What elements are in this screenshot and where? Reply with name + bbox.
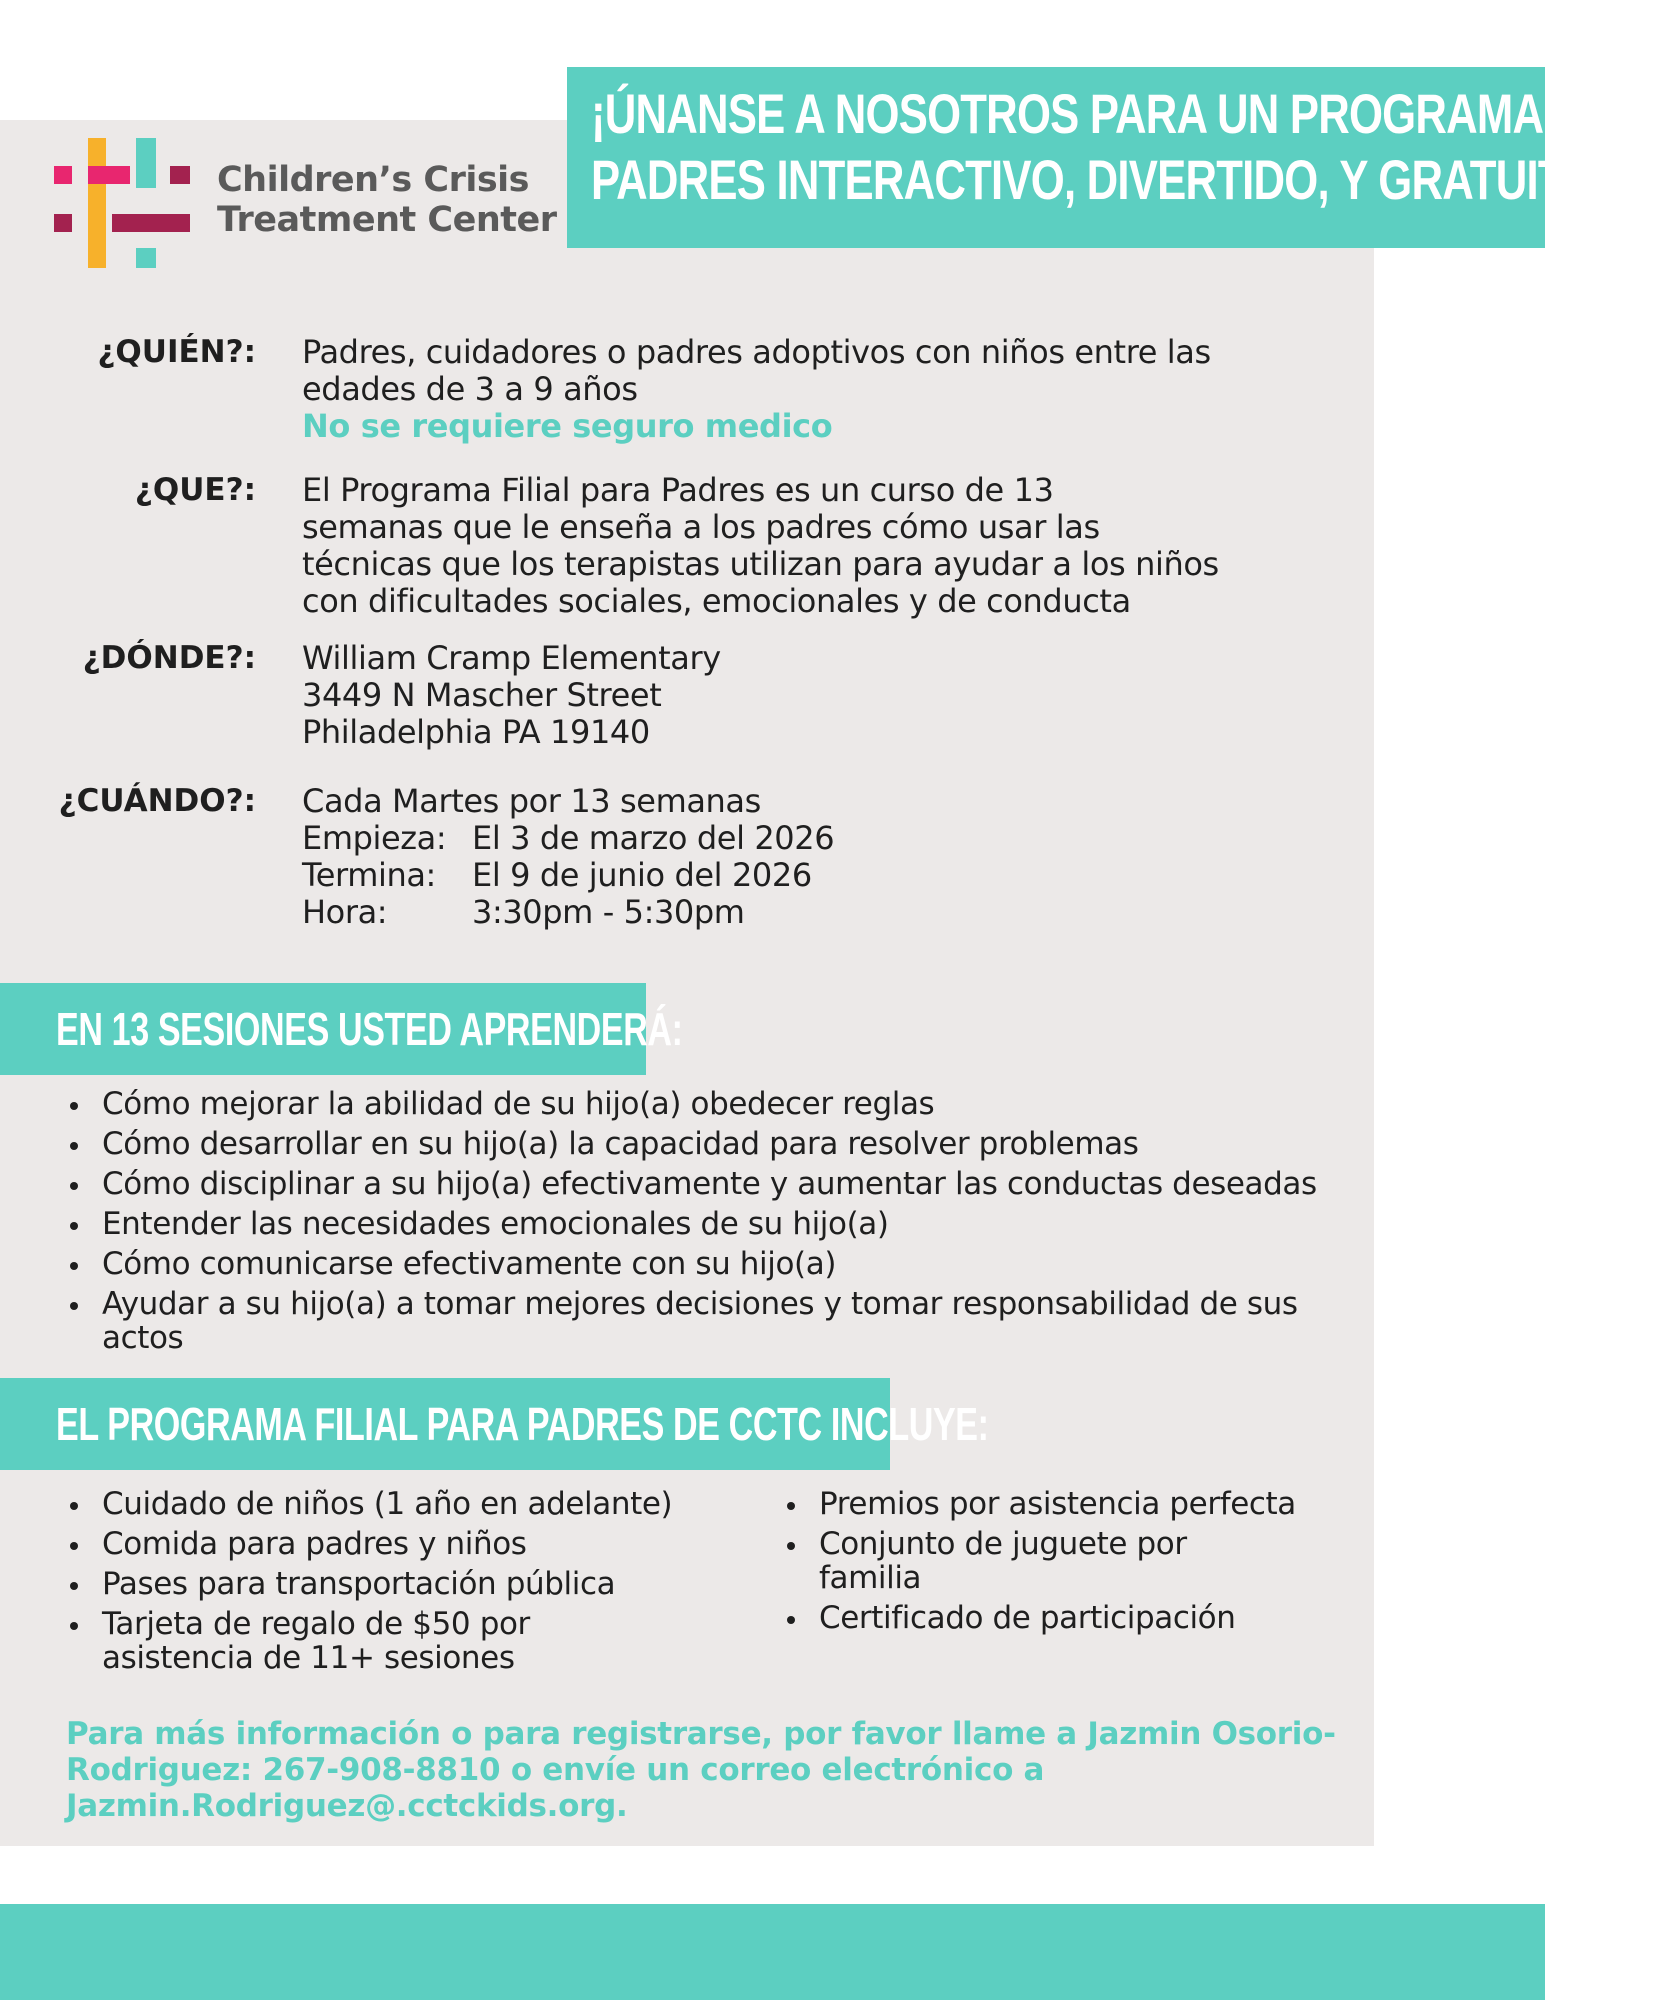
footer-bar bbox=[0, 1904, 1545, 2000]
list-item: Premios por asistencia perfecta bbox=[781, 1487, 1341, 1521]
list-item: Pases para transportación pública bbox=[64, 1567, 704, 1601]
when-time-row bbox=[302, 894, 1322, 931]
list-item: Comida para padres y niños bbox=[64, 1527, 704, 1561]
when-time-key: Hora: bbox=[302, 893, 388, 931]
logo-line-2: Treatment Center bbox=[217, 200, 557, 240]
who-label: ¿QUIÉN?: bbox=[97, 334, 256, 370]
includes-section-title: EL PROGRAMA FILIAL PARA PADRES DE CCTC INCLUYE: bbox=[56, 1398, 989, 1450]
what-line-1: El Programa Filial para Padres es un curso de 13 bbox=[302, 471, 1054, 509]
when-end-value: El 9 de junio del 2026 bbox=[472, 856, 812, 894]
when-end-row bbox=[302, 857, 1322, 894]
headline-banner bbox=[567, 67, 1670, 248]
when-start-value: El 3 de marzo del 2026 bbox=[472, 819, 835, 857]
list-item: Cuidado de niños (1 año en adelante) bbox=[64, 1487, 704, 1521]
list-item: Cómo disciplinar a su hijo(a) efectivamente y aumentar las conductas deseadas bbox=[64, 1167, 1364, 1201]
who-note: No se requiere seguro medico bbox=[302, 407, 833, 445]
when-end-key: Termina: bbox=[302, 856, 436, 894]
where-content bbox=[302, 640, 1322, 751]
where-label: ¿DÓNDE?: bbox=[82, 640, 256, 676]
list-item: Cómo desarrollar en su hijo(a) la capacidad para resolver problemas bbox=[64, 1127, 1364, 1161]
includes-section-title-bar bbox=[0, 1378, 989, 1470]
what-line-4: con dificultades sociales, emocionales y de conducta bbox=[302, 582, 1131, 620]
list-item: Tarjeta de regalo de $50 por asistencia de 11+ sesiones bbox=[64, 1607, 562, 1675]
includes-list-left bbox=[64, 1487, 704, 1681]
includes-list-right bbox=[781, 1487, 1341, 1641]
who-line-2: edades de 3 a 9 años bbox=[302, 370, 638, 408]
where-line-2: 3449 N Mascher Street bbox=[302, 676, 662, 714]
headline-line-2: PADRES INTERACTIVO, DIVERTIDO, Y GRATUITO! bbox=[591, 148, 1610, 211]
who-line-1: Padres, cuidadores o padres adoptivos con niños entre las bbox=[302, 333, 1211, 371]
learn-list bbox=[64, 1087, 1364, 1361]
what-line-3: técnicas que los terapistas utilizan para ayudar a los niños bbox=[302, 545, 1219, 583]
list-item: Certificado de participación bbox=[781, 1601, 1341, 1635]
headline-line-1: ¡ÚNANSE A NOSOTROS PARA UN PROGRAMA PARA bbox=[591, 82, 1670, 145]
list-item: Cómo comunicarse efectivamente con su hijo(a) bbox=[64, 1247, 1364, 1281]
list-item: Entender las necesidades emocionales de su hijo(a) bbox=[64, 1207, 1364, 1241]
when-line-1: Cada Martes por 13 semanas bbox=[302, 782, 761, 820]
learn-section-title-bar bbox=[0, 983, 683, 1075]
logo-wordmark bbox=[217, 160, 557, 240]
when-time-value: 3:30pm - 5:30pm bbox=[472, 893, 745, 931]
when-content bbox=[302, 783, 1322, 931]
when-start-row bbox=[302, 820, 1322, 857]
when-label: ¿CUÁNDO?: bbox=[58, 783, 256, 819]
logo-line-1: Children’s Crisis bbox=[217, 160, 529, 200]
where-line-3: Philadelphia PA 19140 bbox=[302, 713, 650, 751]
learn-section-title: EN 13 SESIONES USTED APRENDERÁ: bbox=[56, 1003, 683, 1055]
cctc-logo-icon bbox=[54, 138, 190, 268]
list-item: Conjunto de juguete por familia bbox=[781, 1527, 1219, 1595]
where-line-1: William Cramp Elementary bbox=[302, 639, 721, 677]
list-item: Cómo mejorar la abilidad de su hijo(a) obedecer reglas bbox=[64, 1087, 1364, 1121]
what-content bbox=[302, 472, 1322, 620]
when-start-key: Empieza: bbox=[302, 819, 447, 857]
who-content bbox=[302, 334, 1322, 445]
what-label: ¿QUE?: bbox=[134, 472, 256, 508]
what-line-2: semanas que le enseña a los padres cómo usar las bbox=[302, 508, 1100, 546]
list-item: Ayudar a su hijo(a) a tomar mejores decisiones y tomar responsabilidad de sus actos bbox=[64, 1287, 1364, 1355]
contact-info: Para más información o para registrarse, por favor llame a Jazmin Osorio-Rodriguez: 267-908-8810 o envíe un correo electrónico a Jazmin.Rodriguez@.cctckids.org. bbox=[66, 1716, 1336, 1824]
